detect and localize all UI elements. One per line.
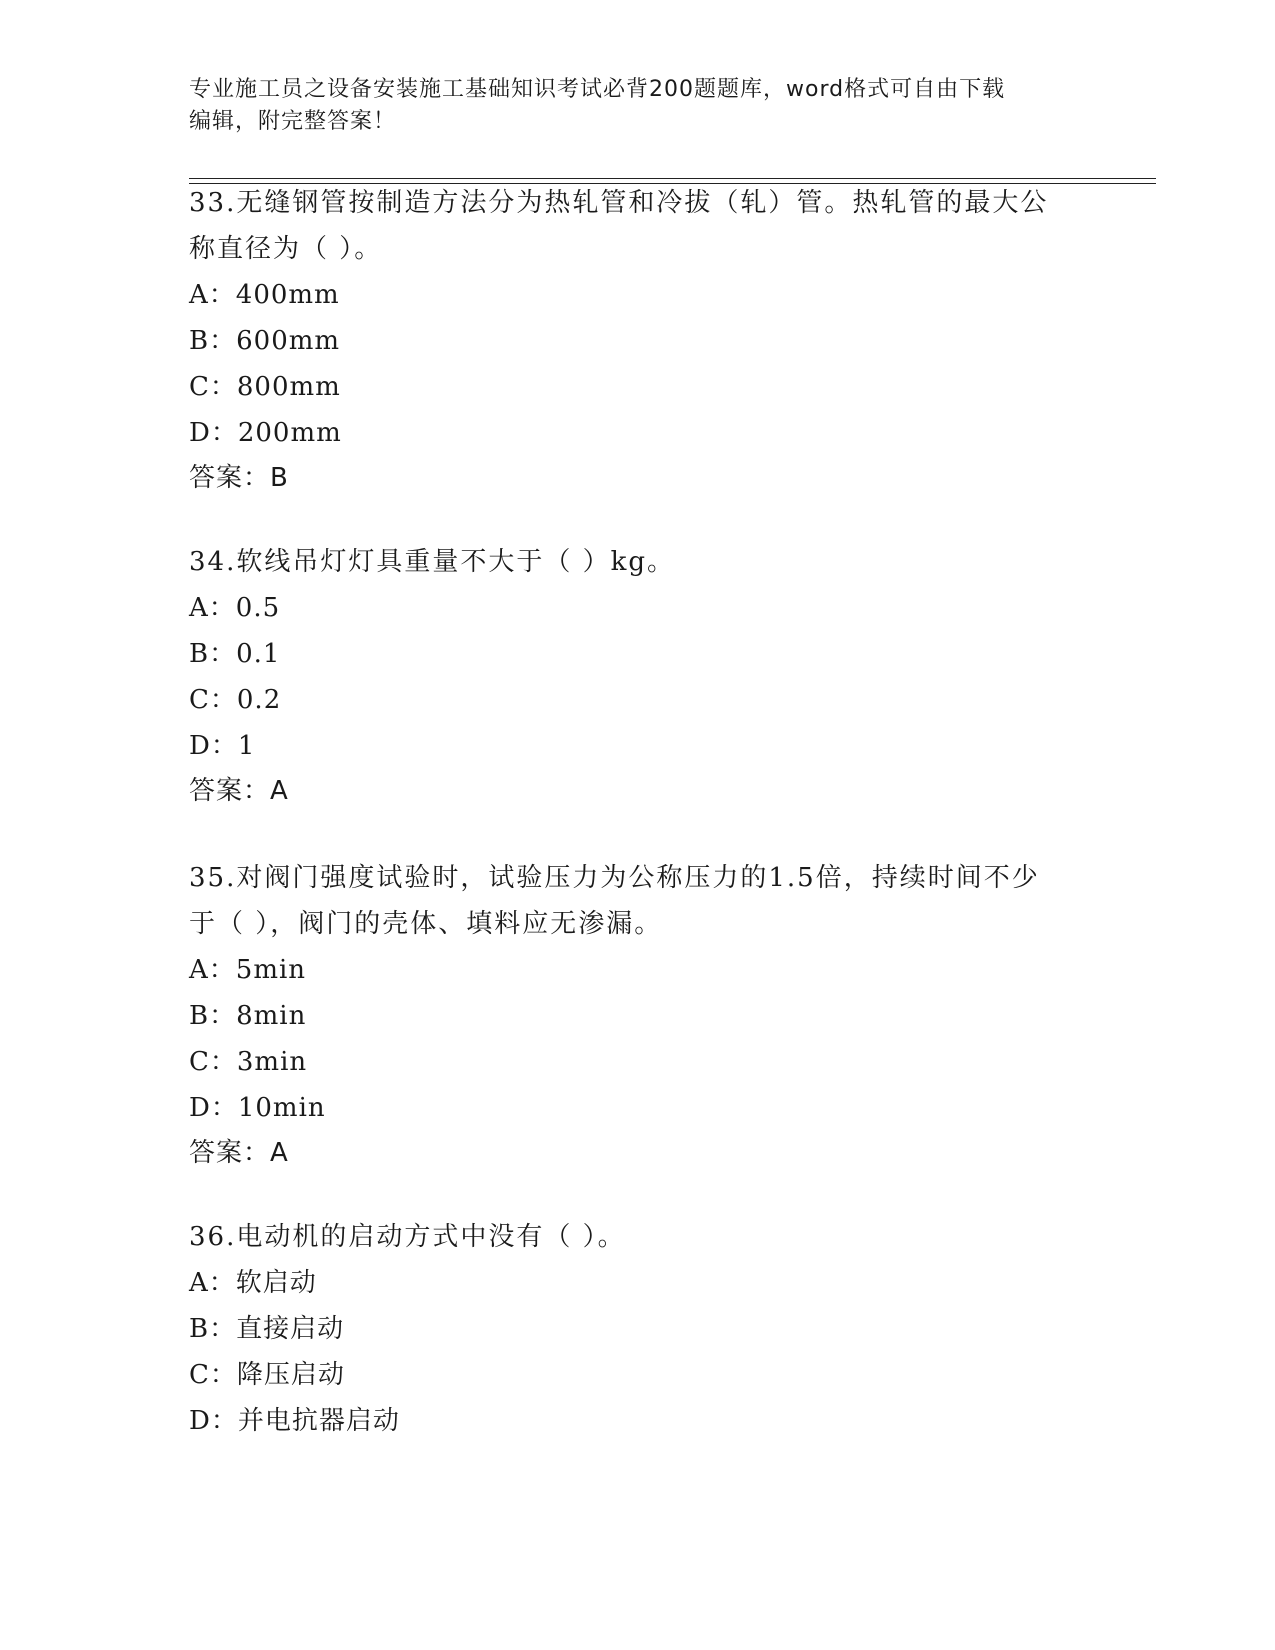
option-b: B：8min <box>189 1001 307 1031</box>
option-d: D：并电抗器启动 <box>189 1406 400 1436</box>
question-stem-line: 34.软线吊灯灯具重量不大于（ ）kg。 <box>189 547 676 577</box>
answer: 答案：A <box>189 776 289 806</box>
question-stem-line: 于（ ），阀门的壳体、填料应无渗漏。 <box>189 909 663 939</box>
question-35 <box>189 855 1089 1175</box>
option-b: B：0.1 <box>189 639 281 669</box>
answer: 答案：A <box>189 1138 289 1168</box>
option-c: C：3min <box>189 1047 308 1077</box>
question-stem-line: 称直径为（ ）。 <box>189 234 383 264</box>
option-b: B：直接启动 <box>189 1314 345 1344</box>
option-a: A：5min <box>189 955 307 985</box>
header-line-2: 编辑，附完整答案！ <box>189 109 397 134</box>
header-divider-top <box>189 178 1156 179</box>
option-a: A：软启动 <box>189 1268 317 1298</box>
option-c: C：0.2 <box>189 685 282 715</box>
question-stem-line: 35.对阀门强度试验时，试验压力为公称压力的1.5倍，持续时间不少 <box>189 863 1040 893</box>
option-c: C：800mm <box>189 372 341 402</box>
document-header <box>189 74 1089 138</box>
question-36 <box>189 1214 1089 1444</box>
answer: 答案：B <box>189 463 289 493</box>
option-d: D：200mm <box>189 418 342 448</box>
question-stem-line: 36.电动机的启动方式中没有（ ）。 <box>189 1222 626 1252</box>
question-stem-line: 33.无缝钢管按制造方法分为热轧管和冷拔（轧）管。热轧管的最大公 <box>189 188 1049 218</box>
option-a: A：0.5 <box>189 593 281 623</box>
option-b: B：600mm <box>189 326 341 356</box>
option-d: D：10min <box>189 1093 326 1123</box>
option-a: A：400mm <box>189 280 340 310</box>
question-34 <box>189 539 1089 813</box>
question-33 <box>189 180 1089 500</box>
header-line-1: 专业施工员之设备安装施工基础知识考试必背200题题库，word格式可自由下载 <box>189 77 1006 102</box>
option-c: C：降压启动 <box>189 1360 345 1390</box>
option-d: D：1 <box>189 731 256 761</box>
